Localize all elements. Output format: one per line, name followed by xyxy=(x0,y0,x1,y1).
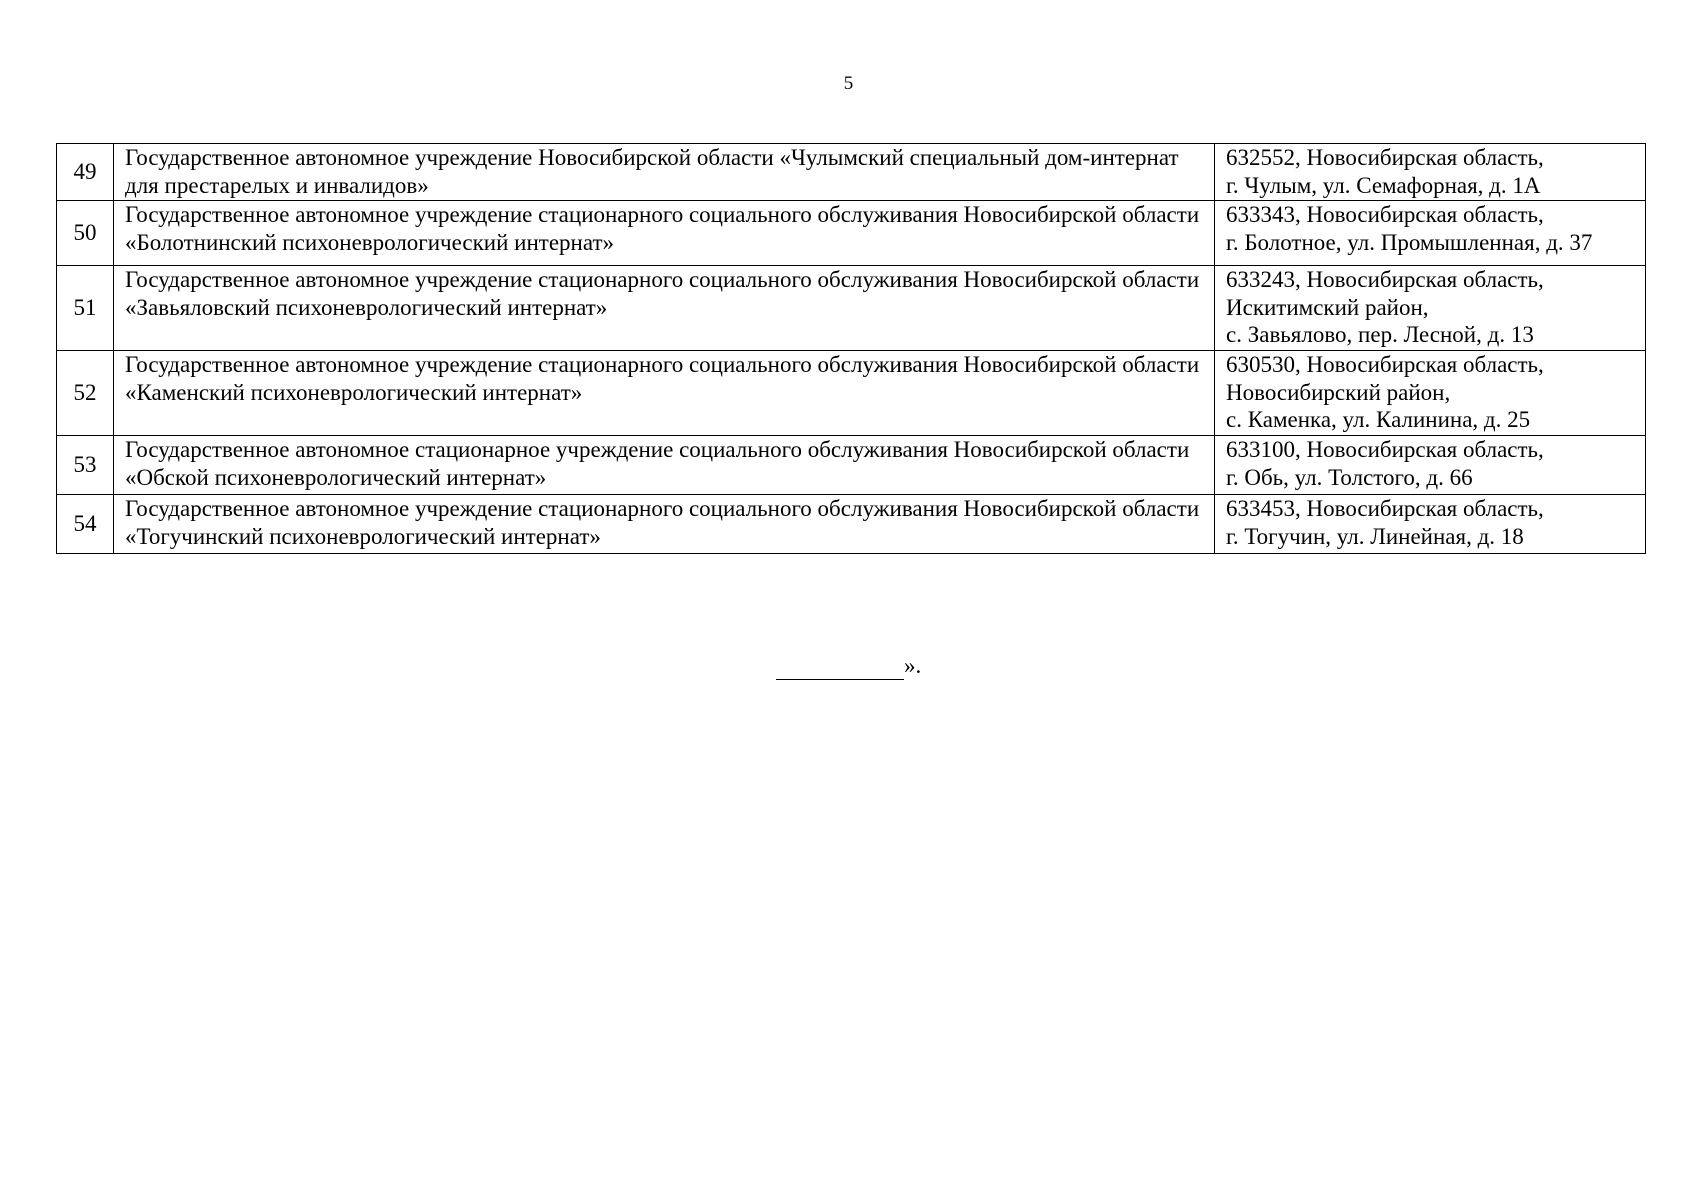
closing-quote: ». xyxy=(904,653,922,678)
institution-address xyxy=(1215,351,1646,436)
table-row xyxy=(57,266,1646,351)
address-line: с. Каменка, ул. Калинина, д. 25 xyxy=(1226,407,1531,432)
closing-underline xyxy=(776,655,904,680)
address-line: г. Чулым, ул. Семафорная, д. 1А xyxy=(1226,172,1541,198)
address-line: г. Болотное, ул. Промышленная, д. 37 xyxy=(1226,229,1593,255)
row-number: 53 xyxy=(57,436,114,495)
address-line: 633243, Новосибирская область, xyxy=(1226,267,1544,292)
closing-mark xyxy=(776,652,921,680)
address-line: 633100, Новосибирская область, xyxy=(1226,437,1544,462)
institutions-table xyxy=(56,143,1646,554)
institution-name: Государственное автономное учреждение стационарного социального обслуживания Новосибирской области «Тогучинский психоневрологический интернат» xyxy=(114,495,1215,554)
address-line: 632552, Новосибирская область, xyxy=(1226,145,1544,170)
institution-address xyxy=(1215,495,1646,554)
institution-name: Государственное автономное стационарное учреждение социального обслуживания Новосибирской области «Обской психоневрологический интернат» xyxy=(114,436,1215,495)
address-line: Новосибирский район, xyxy=(1226,379,1451,405)
institution-name: Государственное автономное учреждение стационарного социального обслуживания Новосибирской области «Болотнинский психоневрологический интернат» xyxy=(114,201,1215,266)
table-row xyxy=(57,144,1646,201)
address-line: 630530, Новосибирская область, xyxy=(1226,352,1544,377)
address-line: 633453, Новосибирская область, xyxy=(1226,496,1544,521)
row-number: 50 xyxy=(57,201,114,266)
institution-address xyxy=(1215,144,1646,201)
address-line: с. Завьялово, пер. Лесной, д. 13 xyxy=(1226,322,1534,347)
institution-name: Государственное автономное учреждение Новосибирской области «Чулымский специальный дом-интернат для престарелых и инвалидов» xyxy=(114,144,1215,201)
page-number: 5 xyxy=(843,73,854,94)
row-number: 54 xyxy=(57,495,114,554)
row-number: 52 xyxy=(57,351,114,436)
address-line: 633343, Новосибирская область, xyxy=(1226,202,1544,227)
table-row xyxy=(57,201,1646,266)
row-number: 49 xyxy=(57,144,114,201)
address-line: г. Обь, ул. Толстого, д. 66 xyxy=(1226,464,1473,490)
table-row xyxy=(57,495,1646,554)
address-line: г. Тогучин, ул. Линейная, д. 18 xyxy=(1226,523,1524,549)
address-line: Искитимский район, xyxy=(1226,294,1429,320)
institution-name: Государственное автономное учреждение стационарного социального обслуживания Новосибирской области «Каменский психоневрологический интернат» xyxy=(114,351,1215,436)
table-row xyxy=(57,436,1646,495)
row-number: 51 xyxy=(57,266,114,351)
institution-address xyxy=(1215,266,1646,351)
institution-name: Государственное автономное учреждение стационарного социального обслуживания Новосибирской области «Завьяловский психоневрологический интернат» xyxy=(114,266,1215,351)
institution-address xyxy=(1215,201,1646,266)
table-row xyxy=(57,351,1646,436)
institution-address xyxy=(1215,436,1646,495)
